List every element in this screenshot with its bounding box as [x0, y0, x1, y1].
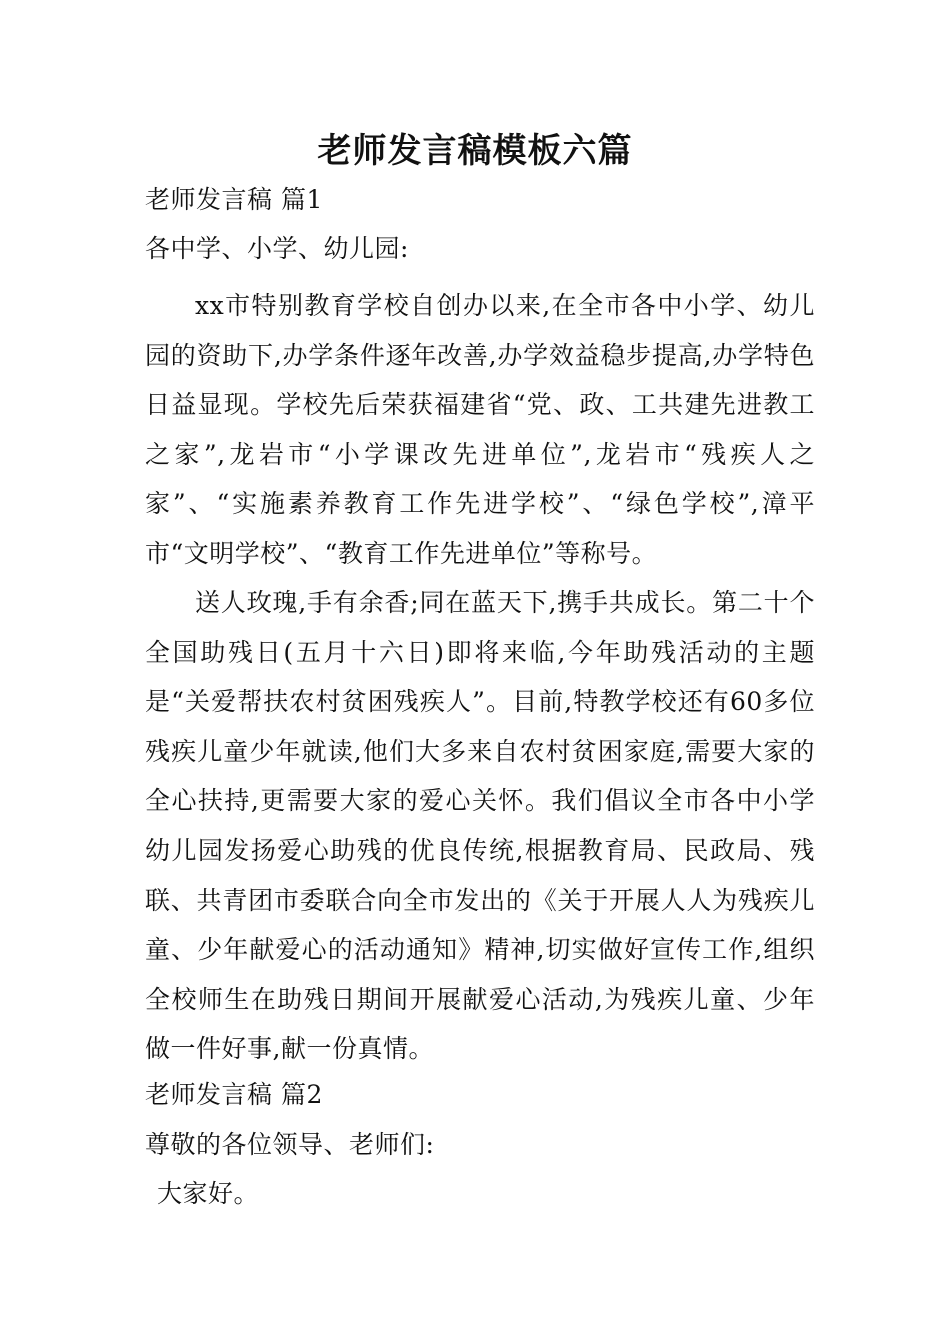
section-2-salutation: 尊敬的各位领导、老师们:: [145, 1130, 435, 1159]
document-title: 老师发言稿模板六篇: [317, 131, 633, 171]
section-1-salutation: 各中学、小学、幼儿园:: [145, 234, 409, 263]
section-1-paragraph-2: 送人玫瑰,手有余香;同在蓝天下,携手共成长。第二十个全国助残日(五月十六日)即将来临,今年助残活动的主题是“关爱帮扶农村贫困残疾人”。目前,特教学校还有60多位残疾儿童少年就读,他们大多来自农村贫困家庭,需要大家的全心扶持,更需要大家的爱心关怀。我们倡议全市各中小学幼儿园发扬爱心助残的优良传统,根据教育局、民政局、残联、共青团市委联合向全市发出的《关于开展人人为残疾儿童、少年献爱心的活动通知》精神,切实做好宣传工作,组织全校师生在助残日期间开展献爱心活动,为残疾儿童、少年做一件好事,献一份真情。: [145, 588, 815, 1064]
section-2-heading: 老师发言稿 篇2: [145, 1080, 323, 1109]
section-2-greeting: 大家好。: [157, 1179, 260, 1208]
section-1-paragraph-1: xx市特别教育学校自创办以来,在全市各中小学、幼儿园的资助下,办学条件逐年改善,办学效益稳步提高,办学特色日益显现。学校先后荣获福建省“党、政、工共建先进教工之家”,龙岩市“小学课改先进单位”,龙岩市“残疾人之家”、“实施素养教育工作先进学校”、“绿色学校”,漳平市“文明学校”、“教育工作先进单位”等称号。: [145, 291, 815, 568]
section-1-heading: 老师发言稿 篇1: [145, 185, 323, 214]
